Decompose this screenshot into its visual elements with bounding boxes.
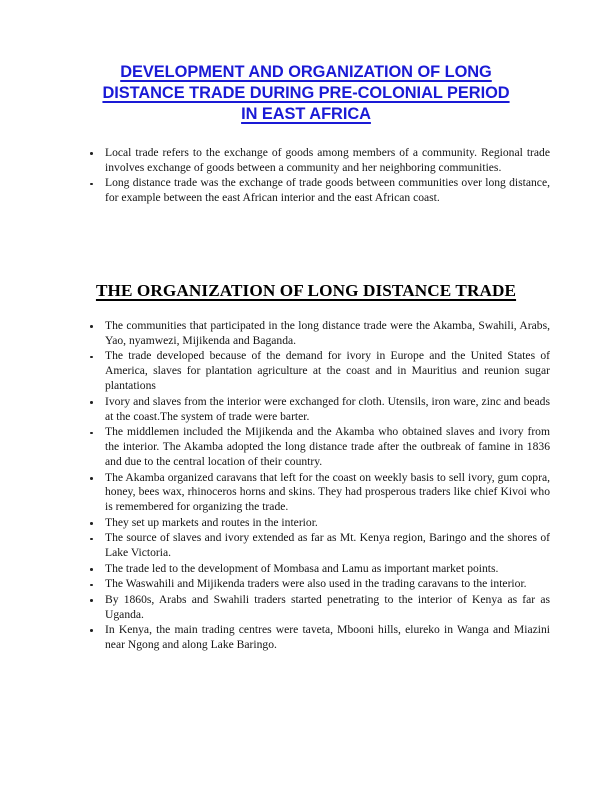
- list-item: Ivory and slaves from the interior were exchanged for cloth. Utensils, iron ware, zinc and beads at the coast.The system of trade were barter.: [84, 395, 550, 425]
- document-title-line-1: DEVELOPMENT AND ORGANIZATION OF LONG: [120, 63, 492, 81]
- list-item: The middlemen included the Mijikenda and the Akamba who obtained slaves and ivory from the interior. The Akamba adopted the long distance trade after the outbreak of famine in 1836 and due to the central location of their country.: [84, 425, 550, 470]
- list-item: Local trade refers to the exchange of goods among members of a community. Regional trade involves exchange of goods between a community and her neighboring communities.: [84, 146, 550, 176]
- list-item: The trade led to the development of Mombasa and Lamu as important market points.: [84, 562, 550, 577]
- list-item: The Waswahili and Mijikenda traders were also used in the trading caravans to the interior.: [84, 577, 550, 592]
- list-item: The Akamba organized caravans that left for the coast on weekly basis to sell ivory, gum copra, honey, bees wax, rhinoceros horns and skins. They had prosperous traders like chief Kivoi who is remembered for organizing the trade.: [84, 471, 550, 516]
- list-item: By 1860s, Arabs and Swahili traders started penetrating to the interior of Kenya as far as Uganda.: [84, 593, 550, 623]
- list-item: The communities that participated in the long distance trade were the Akamba, Swahili, Arabs, Yao, nyamwezi, Mijikenda and Baganda.: [84, 319, 550, 349]
- list-item: They set up markets and routes in the interior.: [84, 516, 550, 531]
- list-item: Long distance trade was the exchange of trade goods between communities over long distance, for example between the east African interior and the east African coast.: [84, 176, 550, 206]
- list-item: The trade developed because of the demand for ivory in Europe and the United States of America, slaves for plantation agriculture at the coast and in Mauritius and reunion sugar plantations: [84, 349, 550, 394]
- document-title-line-3: IN EAST AFRICA: [241, 105, 371, 123]
- section-heading: THE ORGANIZATION OF LONG DISTANCE TRADE: [95, 281, 517, 300]
- organization-bullet-list: [84, 319, 550, 653]
- document-title: [56, 62, 556, 125]
- intro-bullet-list: [84, 146, 550, 207]
- list-item: The source of slaves and ivory extended as far as Mt. Kenya region, Baringo and the shores of Lake Victoria.: [84, 531, 550, 561]
- list-item: In Kenya, the main trading centres were taveta, Mbooni hills, elureko in Wanga and Miazini near Ngong and along Lake Baringo.: [84, 623, 550, 653]
- document-title-line-2: DISTANCE TRADE DURING PRE-COLONIAL PERIOD: [102, 84, 510, 102]
